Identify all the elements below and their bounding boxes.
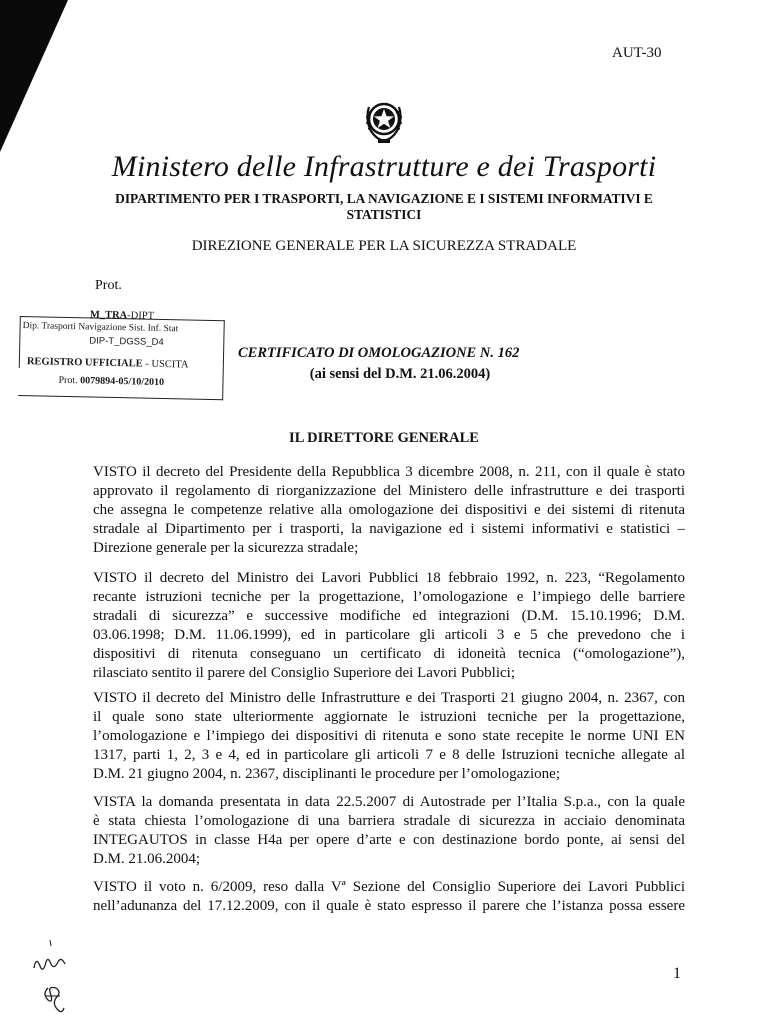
paragraph-line: che assegna le competenze relative alla omologazione dei dispositivi e dei sistemi di ritenuta <box>93 502 685 518</box>
ministry-title: Ministero delle Infrastrutture e dei Trasporti <box>111 150 657 183</box>
paragraph-3 <box>93 689 685 784</box>
document-code: AUT-30 <box>612 45 662 61</box>
department-line-2: STATISTICI <box>346 207 422 222</box>
paragraph-line: D.M. 21.06.2004; <box>93 851 201 867</box>
corner-black-mark <box>0 0 70 155</box>
paragraph-line: recante istruzioni tecniche per la progettazione, l’omologazione e l’impiego delle barriere <box>93 589 685 605</box>
paragraph-line: VISTA la domanda presentata in data 22.5.2007 di Autostrade per l’Italia S.p.a., con la quale <box>93 794 685 810</box>
paragraph-line: rilasciato sentito il parere del Consiglio Superiore dei Lavori Pubblici; <box>93 665 515 681</box>
paragraph-line: approvato il regolamento di riorganizzazione del Ministero delle infrastrutture e dei trasporti <box>93 483 685 499</box>
paragraph-line: 03.06.1998; D.M. 11.06.1999), ed in particolare gli articoli 3 e 5 che prevedono che i <box>93 627 685 643</box>
certificate-title: CERTIFICATO DI OMOLOGAZIONE N. 162 <box>238 345 520 361</box>
paragraph-line: è stata chiesta l’omologazione di una barriera stradale di sicurezza in acciaio denominata <box>93 813 685 829</box>
paragraph-line: nell’adunanza del 17.12.2009, con il quale è stato espresso il parere che l’istanza possa essere <box>93 898 685 914</box>
protocol-stamp <box>18 308 225 400</box>
certificate-subtitle: (ai sensi del D.M. 21.06.2004) <box>309 366 491 382</box>
stamp-protocol-number: Prot. 0079894-05/10/2010 <box>58 374 165 389</box>
paragraph-line: VISTO il voto n. 6/2009, reso dalla Vª Sezione del Consiglio Superiore dei Lavori Pubblici <box>93 879 685 895</box>
stamp-register: REGISTRO UFFICIALE - USCITA <box>26 356 189 371</box>
handwritten-initials <box>28 938 78 1018</box>
paragraph-line: 1317, parti 1, 2, 3 e 4, ed in particolare gli articoli 7 e 8 delle Istruzioni tecniche allegate al <box>93 747 685 763</box>
stamp-division: DIP-T_DGSS_D4 <box>89 335 164 349</box>
department-line-1: DIPARTIMENTO PER I TRASPORTI, LA NAVIGAZIONE E I SISTEMI INFORMATIVI E <box>115 191 653 206</box>
paragraph-line: stradale al Dipartimento per i trasporti, la navigazione ed i sistemi informativi e statistici – <box>93 521 685 537</box>
paragraph-line: VISTO il decreto del Ministro dei Lavori Pubblici 18 febbraio 1992, n. 223, “Regolamento <box>93 570 685 586</box>
paragraph-1 <box>93 463 685 558</box>
paragraph-line: D.M. 21 giugno 2004, n. 2367, disciplinanti le procedure per l’omologazione; <box>93 766 560 782</box>
stamp-office-code: M_TRA-DIPT <box>89 309 155 322</box>
paragraph-4 <box>93 793 685 869</box>
paragraph-5 <box>93 878 685 916</box>
paragraph-line: VISTO il decreto del Ministro delle Infrastrutture e dei Trasporti 21 giugno 2004, n. 2367, con <box>93 690 685 706</box>
paragraph-line: l’omologazione e l’impiego dei dispositivi di ritenuta e sono state recepite le norme UNI EN <box>93 728 685 744</box>
paragraph-line: stradali di sicurezza” e successive modifiche ed integrazioni (D.M. 15.10.1996; D.M. <box>93 608 685 624</box>
protocol-label: Prot. <box>95 278 122 293</box>
paragraph-line: Direzione generale per la sicurezza stradale; <box>93 540 359 556</box>
direction-title: DIREZIONE GENERALE PER LA SICUREZZA STRADALE <box>191 238 577 254</box>
stamp-department: Dip. Trasporti Navigazione Sist. Inf. Stat <box>22 321 179 335</box>
page-number: 1 <box>673 965 681 982</box>
paragraph-line: dispositivi di ritenuta conseguano un certificato di idoneità tecnica (“omologazione”), <box>93 646 685 662</box>
paragraph-line: il quale sono state ulteriormente aggiornate le istruzioni tecniche per la progettazione, <box>93 709 685 725</box>
paragraph-line: VISTO il decreto del Presidente della Repubblica 3 dicembre 2008, n. 211, con il quale è stato <box>93 464 685 480</box>
department-title <box>60 191 708 223</box>
body-heading: IL DIRETTORE GENERALE <box>289 430 479 446</box>
republic-emblem-icon <box>362 97 406 145</box>
paragraph-2 <box>93 569 685 683</box>
paragraph-line: INTEGAUTOS in classe H4a per opere d’arte e con destinazione bordo ponte, ai sensi del <box>93 832 685 848</box>
